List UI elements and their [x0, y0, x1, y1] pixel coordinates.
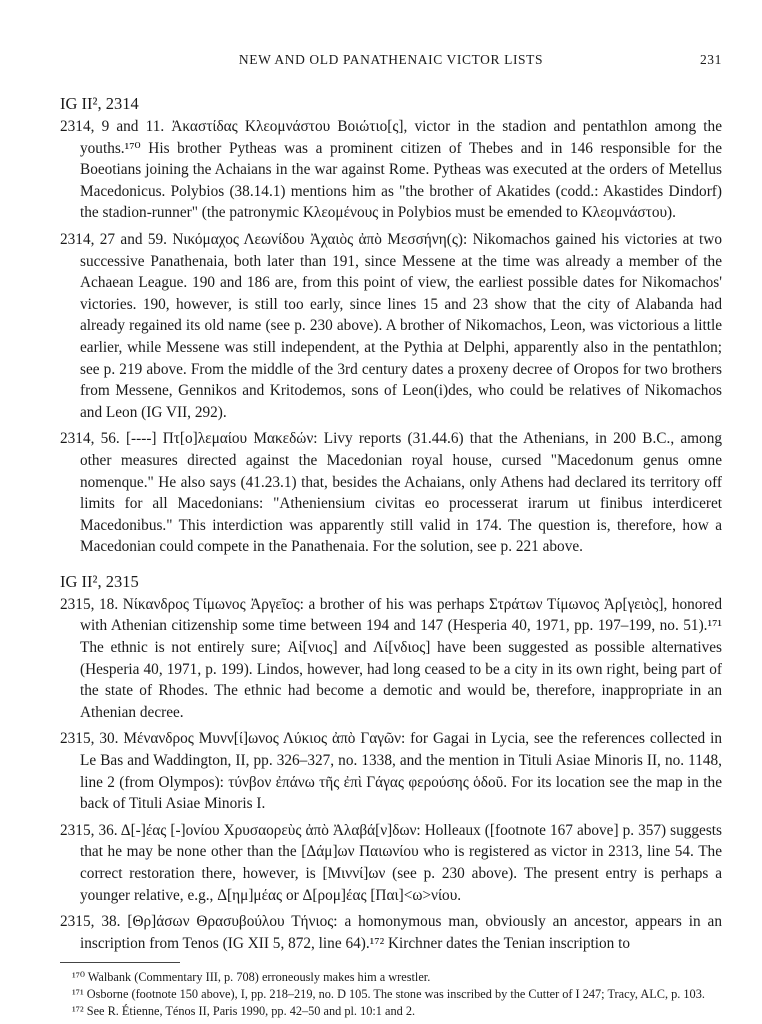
footnote-rule: [60, 962, 180, 963]
page-number: 231: [699, 52, 722, 67]
running-title: NEW AND OLD PANATHENAIC VICTOR LISTS: [238, 52, 544, 67]
section-heading-ig-2314: IG II², 2314: [60, 94, 139, 113]
entry-2315-38: 2315, 38. [Θρ]άσων Θρασυβούλου Τήνιος: a homonymous man, obviously an ancestor, appears in an inscription from Tenos (IG XII 5, 872, line 64).¹⁷² Kirchner dates the Tenian inscription to: [60, 913, 722, 952]
footnote-170: ¹⁷⁰ Walbank (Commentary III, p. 708) erroneously makes him a wrestler.: [72, 970, 431, 985]
entry-2314-27-59: 2314, 27 and 59. Νικόμαχος Λεωνίδου Ἀχαιὸς ἀπὸ Μεσσήνη(ς): Nikomachos gained his victories at two successive Panathenaia, both later than 191, since Messene at the time was already a member of the Achaean League. 190 and 186 are, from this point of view, the earliest possible dates for Nikomachos' victories. 190, however, is still too early, since lines 15 and 23 show that the city of Alabanda had already regained its old name (see p. 230 above). A brother of Nikomachos, Leon, was victorious a little earlier, while Messene was still independent, at the Pythia at Delphi, apparently also in the pentathlon; see p. 219 above. From the middle of the 3rd century dates a proxeny decree of Oropos for two brothers from Messene, Gennikos and Kritodemos, sons of Leon(i)des, who could be relatives of Nikomachos and Leon (IG VII, 292).: [60, 230, 722, 421]
entry-2314-9-11: 2314, 9 and 11. Ἀκαστίδας Κλεομνάστου Βοιώτιο[ς], victor in the stadion and pentathlon among the youths.¹⁷⁰ His brother Pytheas was a prominent citizen of Thebes and in 146 responsible for the Boeotians joining the Achaians in the war against Rome. Pytheas was executed at the orders of Metellus Macedonicus. Polybios (38.14.1) mentions him as "the brother of Akatides (codd.: Akastides Dindorf) the stadion-runner" (the patronymic Κλεομένους in Polybios must be emended to Κλεομνάστου).: [60, 118, 722, 222]
page: [60, 52, 722, 1020]
entry-2315-18: 2315, 18. Νίκανδρος Τίμωνος Ἀργεῖος: a brother of his was perhaps Στράτων Τίμωνος Ἀρ[γειὸς], honored with Athenian citizenship some time between 194 and 147 (Hesperia 40, 1971, pp. 197–199, no. 51).¹⁷¹ The ethnic is not entirely sure; Αἰ[νιος] and Λί[νδιος] have been suggested as possible alternatives (Hesperia 40, 1971, p. 199). Lindos, however, had long ceased to be a city in its own right, being part of the state of Rhodes. The ethnic had become a demotic and would be, therefore, inappropriate in an Athenian decree.: [60, 595, 722, 721]
entry-2315-30: 2315, 30. Μένανδρος Μυνν[ί]ωνος Λύκιος ἀπὸ Γαγῶν: for Gagai in Lycia, see the references collected in Le Bas and Waddington, II, pp. 326–327, no. 1338, and the mention in Tituli Asiae Minoris II, no. 1148, line 2 (from Olympos): τύνβον ἐπάνω τῆς ἐπὶ Γάγας φερούσης ὁδοῦ. For its location see the map in the back of Tituli Asiae Minoris I.: [60, 730, 722, 813]
section-heading-ig-2315: IG II², 2315: [60, 571, 139, 591]
footnotes: [60, 962, 722, 1019]
entry-2315-36: 2315, 36. Δ[-]έας [-]ονίου Χρυσαορεὺς ἀπὸ Ἀλαβά[ν]δων: Holleaux ([footnote 167 above] p. 357) suggests that he may be none other than the [Δάμ]ων Παιωνίου who is registered as victor in 2313, line 54. The correct restoration there, however, is [Μιννί]ων (see p. 230 above). The present entry is perhaps a younger relative, e.g., Δ[ημ]μέας or Δ[ρομ]έας [Παι]<ω>νίου.: [60, 821, 722, 904]
entry-2314-56: 2314, 56. [----] Πτ[ο]λεμαίου Μακεδών: Livy reports (31.44.6) that the Athenians, in 200 B.C., among other measures directed against the Macedonian royal house, cursed "Macedonum genus omne nomenque." He also says (41.23.1) that, besides the Achaians, only Athens had declared its territory off limits for all Macedonians: "Atheniensium civitas eo processerat irarum ut finibus interdiceret Macedonibus." This interdiction was apparently still valid in 174. The question is, therefore, how a Macedonian could compete in the Panathenaia. For the solution, see p. 221 above.: [60, 430, 722, 556]
footnote-172: ¹⁷² See R. Étienne, Ténos II, Paris 1990, pp. 42–50 and pl. 10:1 and 2.: [72, 1004, 416, 1019]
footnote-171: ¹⁷¹ Osborne (footnote 150 above), I, pp. 218–219, no. D 105. The stone was inscribed by the Cutter of I 247; Tracy, ALC, p. 103.: [72, 987, 705, 1002]
running-head: [60, 52, 722, 76]
